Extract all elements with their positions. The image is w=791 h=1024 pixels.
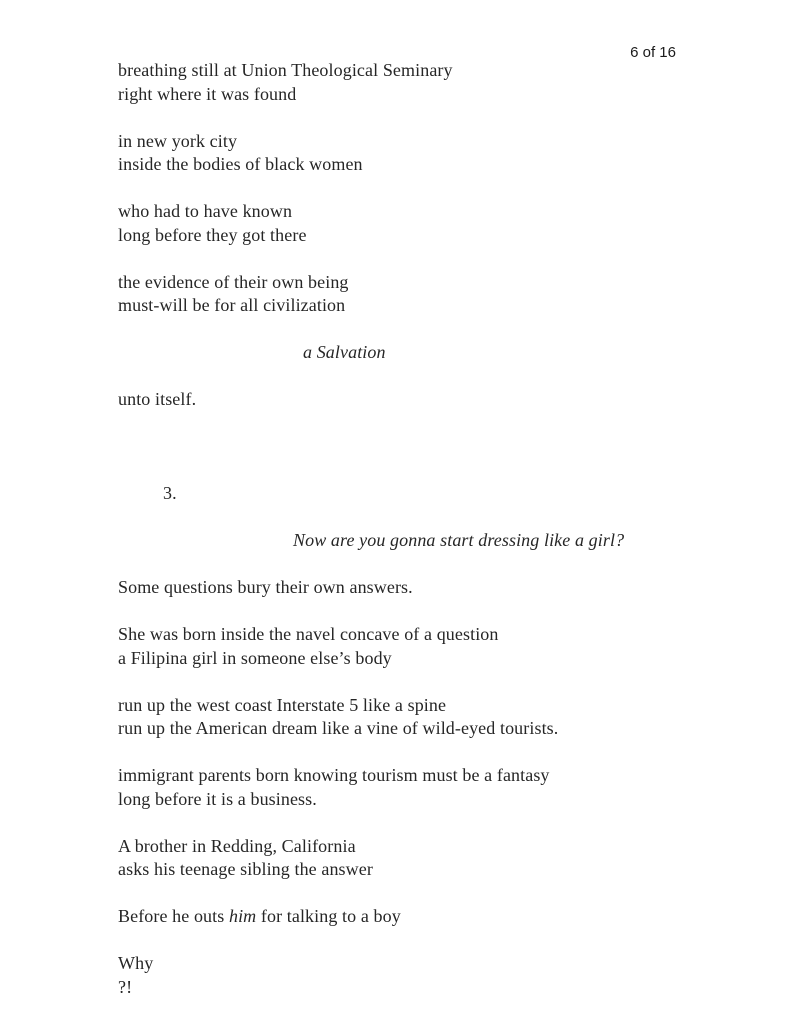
poem-segment: in new york city — [118, 130, 238, 151]
poem-segment: breathing still at Union Theological Seminary — [118, 60, 453, 80]
poem-line — [118, 576, 758, 600]
poem-segment: asks his teenage sibling the answer — [118, 859, 373, 879]
poem-segment: must-will be for all civilization — [118, 295, 346, 315]
poem-line — [118, 341, 758, 365]
poem-line — [118, 694, 758, 718]
poem-line — [118, 952, 758, 976]
poem-stanza — [118, 835, 758, 882]
poem-segment-italic: him — [228, 906, 257, 926]
poem-segment: a Filipina girl in someone else’s body — [118, 647, 392, 668]
poem-segment: run up the west coast Interstate 5 like a spine — [118, 694, 447, 715]
poem-body — [118, 59, 758, 999]
poem-line — [118, 224, 758, 248]
poem-line — [118, 647, 758, 671]
poem-segment-italic: Now are you gonna start dressing like a girl? — [293, 530, 625, 550]
poem-line — [118, 271, 758, 295]
poem-segment: the evidence of their own being — [118, 271, 349, 292]
poem-stanza — [118, 576, 758, 600]
poem-line — [118, 482, 758, 506]
poem-stanza — [118, 271, 758, 318]
poem-line — [118, 764, 758, 788]
poem-line — [118, 976, 758, 1000]
poem-stanza — [118, 529, 758, 553]
poem-segment: right where it was found — [118, 83, 297, 104]
poem-line — [118, 835, 758, 859]
poem-line — [118, 905, 758, 929]
poem-stanza — [118, 341, 758, 365]
poem-line — [118, 83, 758, 107]
poem-segment: long before it is a business. — [118, 788, 317, 809]
poem-line — [118, 623, 758, 647]
poem-segment: Before he outs — [118, 906, 229, 926]
poem-line — [118, 294, 758, 318]
poem-line — [118, 153, 758, 177]
poem-segment-italic: a Salvation — [303, 342, 386, 362]
poem-stanza — [118, 694, 758, 741]
poem-line — [118, 388, 758, 412]
poem-segment: ?! — [118, 976, 133, 997]
poem-line — [118, 858, 758, 882]
poem-segment: who had to have known — [118, 201, 293, 221]
poem-segment: immigrant parents born knowing tourism must be a fantasy — [118, 765, 550, 785]
poem-stanza — [118, 59, 758, 106]
poem-line — [118, 788, 758, 812]
poem-stanza — [118, 130, 758, 177]
poem-stanza — [118, 952, 758, 999]
poem-segment: Some questions bury their own answers. — [118, 577, 413, 597]
poem-stanza — [118, 482, 758, 506]
poem-line — [118, 529, 758, 553]
poem-line — [118, 200, 758, 224]
poem-segment: 3. — [163, 483, 177, 503]
poem-segment: run up the American dream like a vine of wild-eyed tourists. — [118, 718, 559, 738]
poem-segment: long before they got there — [118, 224, 307, 245]
poem-stanza — [118, 388, 758, 412]
poem-line — [118, 59, 758, 83]
poem-stanza — [118, 200, 758, 247]
poem-stanza — [118, 905, 758, 929]
page-number: 6 of 16 — [630, 44, 676, 61]
poem-line — [118, 717, 758, 741]
poem-segment: unto itself. — [118, 389, 197, 409]
poem-segment: She was born inside the navel concave of a question — [118, 624, 499, 644]
poem-segment: inside the bodies of black women — [118, 154, 363, 174]
poem-stanza — [118, 623, 758, 670]
poem-segment: A brother in Redding, California — [118, 835, 356, 856]
poem-segment: Why — [118, 953, 154, 973]
poem-line — [118, 130, 758, 154]
poem-stanza — [118, 764, 758, 811]
poem-segment: for talking to a boy — [256, 906, 401, 926]
